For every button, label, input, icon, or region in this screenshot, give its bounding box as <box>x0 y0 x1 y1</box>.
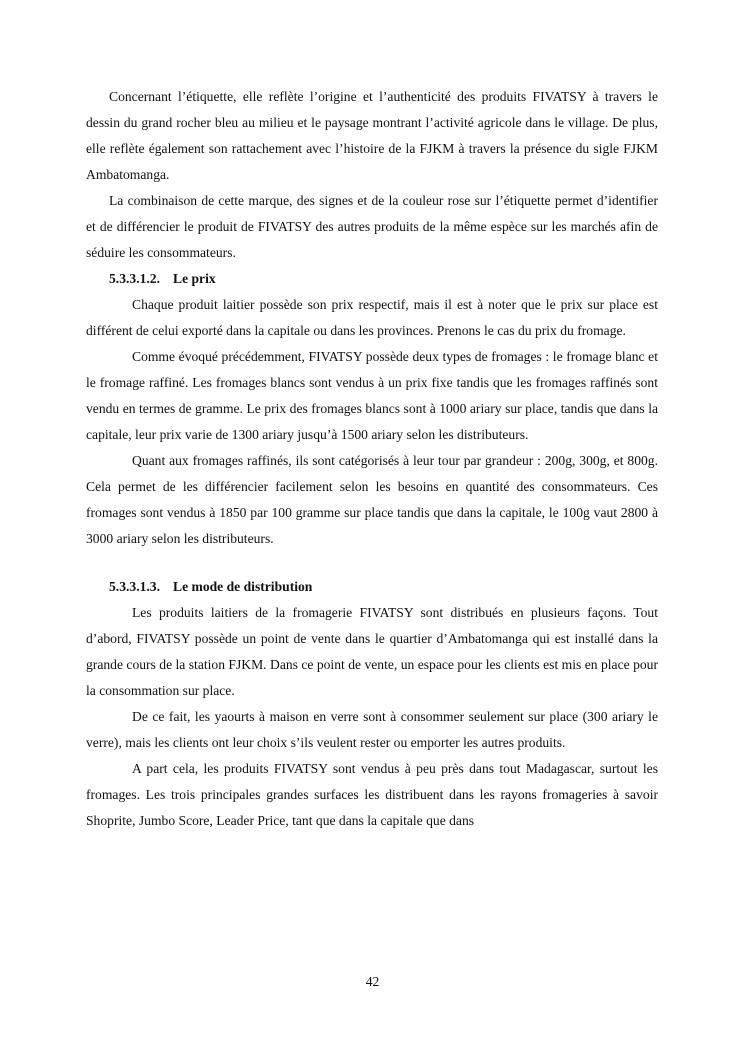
heading-title: Le prix <box>173 271 216 286</box>
section-spacer <box>86 552 658 574</box>
paragraph-distribution-3: A part cela, les produits FIVATSY sont vendus à peu près dans tout Madagascar, surtout les fromages. Les trois principales grandes surfaces les distribuent dans les rayons fromageries à savoir Shoprite, Jumbo Score, Leader Price, tant que dans la capitale que dans <box>86 761 658 828</box>
paragraph-distribution-2: De ce fait, les yaourts à maison en verre sont à consommer seulement sur place (300 ariary le verre), mais les clients ont leur choix s’ils veulent rester ou emporter les autres produits. <box>86 709 658 750</box>
paragraph-combinaison: La combinaison de cette marque, des signes et de la couleur rose sur l’étiquette permet d’identifier et de différencier le produit de FIVATSY des autres produits de la même espèce sur les marchés afin de séduire les consommateurs. <box>86 193 658 260</box>
heading-title: Le mode de distribution <box>173 579 313 594</box>
page-number: 42 <box>365 974 380 989</box>
paragraph-distribution-1: Les produits laitiers de la fromagerie FIVATSY sont distribués en plusieurs façons. Tout d’abord, FIVATSY possède un point de vente dans le quartier d’Ambatomanga qui est installé dans la grande cours de la station FJKM. Dans ce point de vente, un espace pour les clients est mis en place pour la consommation sur place. <box>86 605 658 698</box>
heading-number: 5.3.3.1.3. <box>109 579 160 594</box>
paragraph-etiquette: Concernant l’étiquette, elle reflète l’origine et l’authenticité des produits FIVATSY à travers le dessin du grand rocher bleu au milieu et le paysage montrant l’activité agricole dans le village. De plus, elle reflète également son rattachement avec l’histoire de la FJKM à travers la présence du sigle FJKM Ambatomanga. <box>86 89 658 182</box>
paragraph-prix-2: Comme évoqué précédemment, FIVATSY possède deux types de fromages : le fromage blanc et le fromage raffiné. Les fromages blancs sont vendus à un prix fixe tandis que les fromages raffinés sont vendu en termes de gramme. Le prix des fromages blancs sont à 1000 ariary sur place, tandis que dans la capitale, leur prix varie de 1300 ariary jusqu’à 1500 ariary selon les distributeurs. <box>86 349 658 442</box>
paragraph-prix-3: Quant aux fromages raffinés, ils sont catégorisés à leur tour par grandeur : 200g, 300g, et 800g. Cela permet de les différencier facilement selon les besoins en quantité des consommateurs. Ces fromages sont vendus à 1850 par 100 gramme sur place tandis que dans la capitale, le 100g vaut 2800 à 3000 ariary selon les distributeurs. <box>86 453 658 546</box>
heading-le-prix <box>86 266 658 292</box>
paragraph-prix-1: Chaque produit laitier possède son prix respectif, mais il est à noter que le prix sur place est différent de celui exporté dans la capitale ou dans les provinces. Prenons le cas du prix du fromage. <box>86 297 658 338</box>
heading-number: 5.3.3.1.2. <box>109 271 160 286</box>
page-body <box>86 84 658 834</box>
heading-mode-distribution <box>86 574 658 600</box>
